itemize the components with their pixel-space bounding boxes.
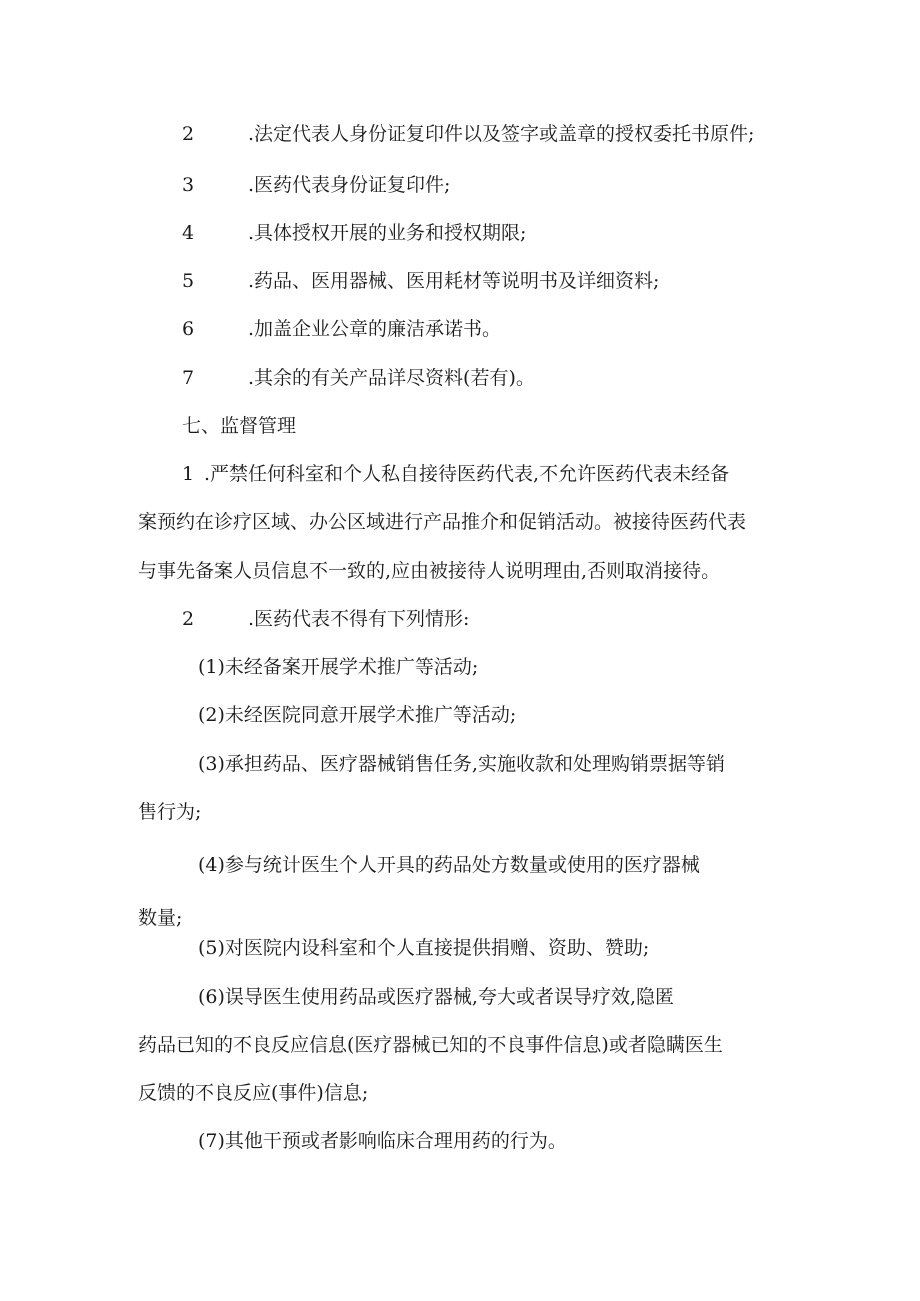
sub-item-5: (5)对医院内设科室和个人直接提供捐赠、资助、赞助; <box>198 937 650 959</box>
list-text: .具体授权开展的业务和授权期限; <box>248 222 527 244</box>
list-number: 4 <box>182 222 195 244</box>
list-text: .医药代表身份证复印件; <box>248 174 451 196</box>
list-number: 7 <box>182 367 195 389</box>
list-number: 2 <box>182 123 195 145</box>
supervision-item-2 <box>182 607 469 631</box>
sub-item-1: (1)未经备案开展学术推广等活动; <box>198 656 479 678</box>
sub-item-7: (7)其他干预或者影响临床合理用药的行为。 <box>198 1130 567 1152</box>
list-number: 3 <box>182 174 195 196</box>
list-item-5 <box>182 269 659 293</box>
list-item-3 <box>182 173 450 197</box>
sub-item-2: (2)未经医院同意开展学术推广等活动; <box>198 704 517 726</box>
sub-item-6-line2: 药品已知的不良反应信息(医疗器械已知的不良事件信息)或者隐瞒医生 <box>138 1034 723 1056</box>
sub-item-6-line1: (6)误导医生使用药品或医疗器械,夸大或者误导疗效,隐匿 <box>198 986 674 1008</box>
sub-item-4-line2: 数量; <box>138 907 183 929</box>
list-number: 5 <box>182 270 195 292</box>
item-text: .严禁任何科室和个人私自接待医药代表,不允许医药代表未经备 <box>204 463 730 485</box>
list-item-6 <box>182 317 501 341</box>
list-item-4 <box>182 221 526 245</box>
list-text: .法定代表人身份证复印件以及签字或盖章的授权委托书原件; <box>248 123 755 145</box>
section-heading: 七、监督管理 <box>182 415 297 437</box>
list-number: 6 <box>182 318 195 340</box>
supervision-item-1-line1 <box>182 462 729 486</box>
sub-item-6-line3: 反馈的不良反应(事件)信息; <box>138 1082 369 1104</box>
supervision-item-1-line2: 案预约在诊疗区域、办公区域进行产品推介和促销活动。被接待医药代表 <box>138 511 747 533</box>
sub-item-3-line2: 售行为; <box>138 801 202 823</box>
sub-item-4-line1: (4)参与统计医生个人开具的药品处方数量或使用的医疗器械 <box>198 854 700 876</box>
supervision-item-1-line3: 与事先备案人员信息不一致的,应由被接待人说明理由,否则取消接待。 <box>138 560 721 582</box>
item-text: .医药代表不得有下列情形: <box>248 608 470 630</box>
list-text: .加盖企业公章的廉洁承诺书。 <box>248 318 502 340</box>
item-number: 1 <box>182 463 195 485</box>
list-item-2 <box>182 122 754 146</box>
list-text: .其余的有关产品详尽资料(若有)。 <box>248 367 535 389</box>
list-text: .药品、医用器械、医用耗材等说明书及详细资料; <box>248 270 660 292</box>
item-number: 2 <box>182 608 195 630</box>
sub-item-3-line1: (3)承担药品、医疗器械销售任务,实施收款和处理购销票据等销 <box>198 753 725 775</box>
list-item-7 <box>182 366 535 390</box>
